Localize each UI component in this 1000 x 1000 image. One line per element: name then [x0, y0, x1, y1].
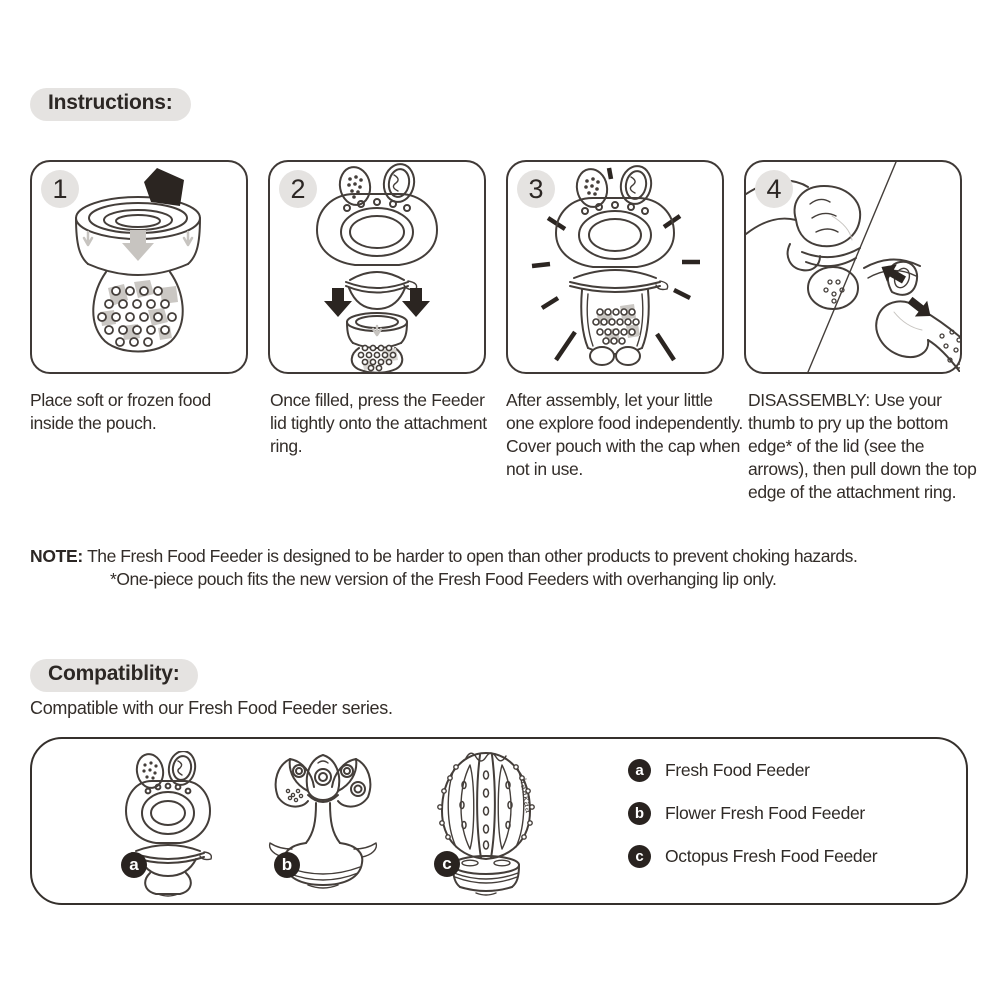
- legend-row-c: [628, 845, 877, 868]
- step-1-panel: [30, 160, 248, 374]
- note-label: NOTE:: [30, 546, 83, 566]
- note-block: [30, 545, 950, 591]
- step-3-caption: After assembly, let your little one explore food independently. Cover pouch with the cap when not in use.: [506, 390, 743, 480]
- step-4-caption: DISASSEMBLY: Use your thumb to pry up the bottom edge* of the lid (see the arrows), then pull down the top edge of the attachment ring.: [748, 390, 977, 503]
- step-2-number-badge: [279, 170, 317, 208]
- texture-dots: [824, 280, 960, 368]
- step-3-number-badge: [517, 170, 555, 208]
- note-text-1: The Fresh Food Feeder is designed to be harder to open than other products to prevent choking hazards.: [87, 546, 858, 566]
- step-3-panel: [506, 160, 724, 374]
- instructions-heading: Instructions:: [30, 88, 191, 121]
- brand-text: haakaa: [518, 777, 535, 815]
- legend-b-badge: b: [628, 802, 651, 825]
- step-1-number-badge: [41, 170, 79, 208]
- ear-dots: [584, 177, 600, 196]
- compatibility-box: [30, 737, 968, 905]
- step-3-number: 3: [528, 173, 544, 204]
- product-c-octopus-fresh-food-feeder-illustration: [420, 745, 552, 899]
- note-line-1: [30, 545, 950, 568]
- step-2-panel: [268, 160, 486, 374]
- legend-a-badge: a: [628, 759, 651, 782]
- legend-c-badge: c: [628, 845, 651, 868]
- food-piece-icon: [144, 168, 184, 206]
- legend-row-b: [628, 802, 865, 825]
- product-c-badge: c: [434, 851, 460, 877]
- disassembly-arrows: [876, 258, 936, 324]
- legend-b-label: Flower Fresh Food Feeder: [665, 803, 865, 823]
- note-line-2: *One-piece pouch fits the new version of the Fresh Food Feeders with overhanging lip only.: [110, 569, 777, 590]
- step-2-number: 2: [290, 173, 306, 204]
- compatibility-heading: Compatiblity:: [30, 659, 198, 692]
- step-1-caption: Place soft or frozen food inside the pouch.: [30, 390, 211, 434]
- legend-a-label: Fresh Food Feeder: [665, 760, 810, 780]
- step-4-number-badge: [755, 170, 793, 208]
- legend-c-label: Octopus Fresh Food Feeder: [665, 846, 878, 866]
- step-4-panel: [744, 160, 962, 374]
- gray-down-arrow-icon: [122, 230, 154, 261]
- step-4-number: 4: [766, 173, 782, 204]
- legend-row-a: [628, 759, 810, 782]
- compatibility-subtitle: Compatible with our Fresh Food Feeder series.: [30, 698, 393, 718]
- step-1-number: 1: [52, 173, 68, 204]
- product-b-badge: b: [274, 852, 300, 878]
- step-2-caption: Once filled, press the Feeder lid tightly onto the attachment ring.: [270, 390, 487, 457]
- product-a-badge: a: [121, 852, 147, 878]
